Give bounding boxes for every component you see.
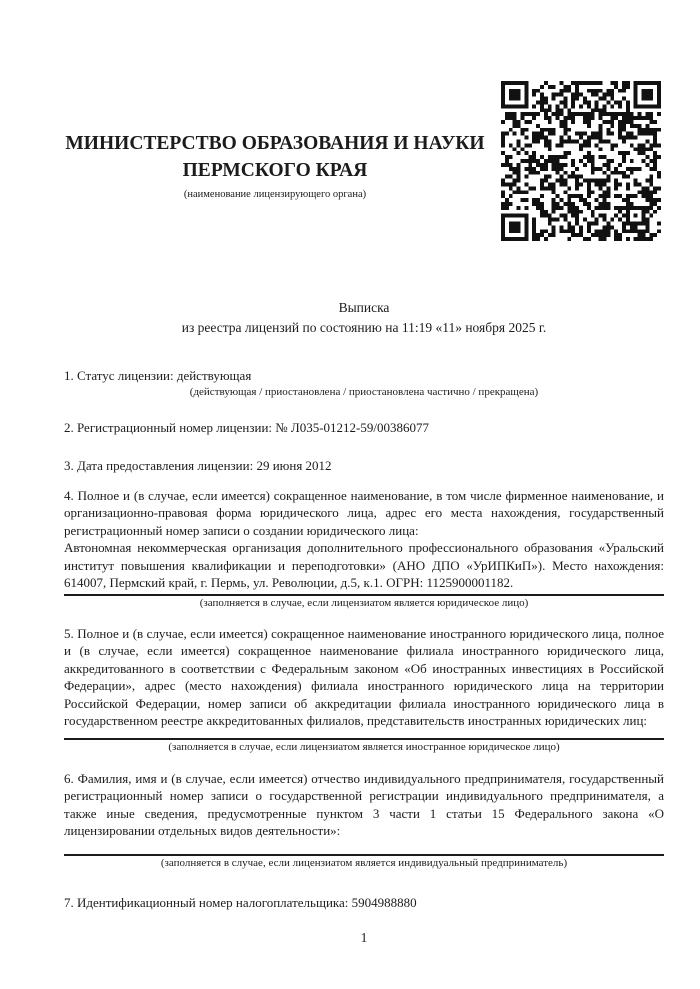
document-title	[64, 298, 664, 338]
item-registration-number: 2. Регистрационный номер лицензии: № Л035-01212-59/00386077	[64, 419, 430, 435]
licensing-authority-header	[60, 130, 490, 201]
item-grant-date: 3. Дата предоставления лицензии: 29 июня 2012	[64, 458, 332, 473]
qr-code-icon	[501, 81, 661, 241]
item-entrepreneur	[64, 770, 664, 870]
legal-entity-note: (заполняется в случае, если лицензиатом является юридическое лицо)	[199, 596, 529, 609]
entrepreneur-blank	[64, 840, 664, 852]
authority-name-line1: МИНИСТЕРСТВО ОБРАЗОВАНИЯ И НАУКИ	[65, 133, 485, 154]
item-foreign-entity	[64, 625, 664, 754]
foreign-entity-note: (заполняется в случае, если лицензиатом является иностранное юридическое лицо)	[168, 740, 560, 753]
foreign-entity-blank	[64, 730, 664, 736]
item-license-status: 1. Статус лицензии: действующая	[64, 368, 252, 383]
item-legal-entity	[64, 487, 664, 610]
authority-name-note: (наименование лицензирующего органа)	[183, 189, 367, 200]
document-body	[64, 298, 664, 946]
document-title-line2: из реестра лицензий по состоянию на 11:19 «11» ноября 2025 г.	[181, 320, 547, 335]
legal-entity-label: 4. Полное и (в случае, если имеется) сокращенное наименование, в том числе фирменное наименование, и организационно-правовая форма юридического лица, адрес его места нахождения, государственный регистрационный номер записи о создании юридического лица:	[64, 487, 664, 538]
legal-entity-value: Автономная некоммерческая организация дополнительного профессионального образования «Уральский институт повышения квалификации и переподготовки» (АНО ДПО «УрИПКиП»). Место нахождения: 614007, Пермский край, г. Пермь, ул. Революции, д.5, к.1. ОГРН: 1125900001182.	[64, 540, 664, 590]
document-title-line1: Выписка	[338, 300, 390, 315]
license-status-options-note: (действующая / приостановлена / приостановлена частично / прекращена)	[189, 385, 539, 398]
foreign-entity-label: 5. Полное и (в случае, если имеется) сокращенное наименование иностранного юридического лица, полное и (в случае, если имеется) сокращенное наименование филиала иностранного юридического лица, аккредитованного в соответствии с Федеральным законом «Об иностранных инвестициях в Российской Федерации», адрес (место нахождения) филиала иностранного юридического лица на территории Российской Федерации, номер записи об аккредитации филиала иностранного юридического лица в государственном реестре аккредитованных филиалов, представительств иностранных юридических лиц:	[64, 625, 664, 728]
entrepreneur-label: 6. Фамилия, имя и (в случае, если имеется) отчество индивидуального предпринимателя, государственный регистрационный номер записи о государственной регистрации индивидуального предпринимателя, а также иные сведения, предусмотренные пунктом 3 части 1 статьи 15 Федерального закона «О лицензировании отдельных видов деятельности»:	[64, 770, 664, 838]
entrepreneur-note: (заполняется в случае, если лицензиатом является индивидуальный предприниматель)	[160, 856, 568, 869]
page-number: 1	[360, 930, 368, 945]
authority-name-line2: ПЕРМСКОГО КРАЯ	[182, 160, 368, 181]
item-taxpayer-number: 7. Идентификационный номер налогоплательщика: 5904988880	[64, 894, 417, 910]
